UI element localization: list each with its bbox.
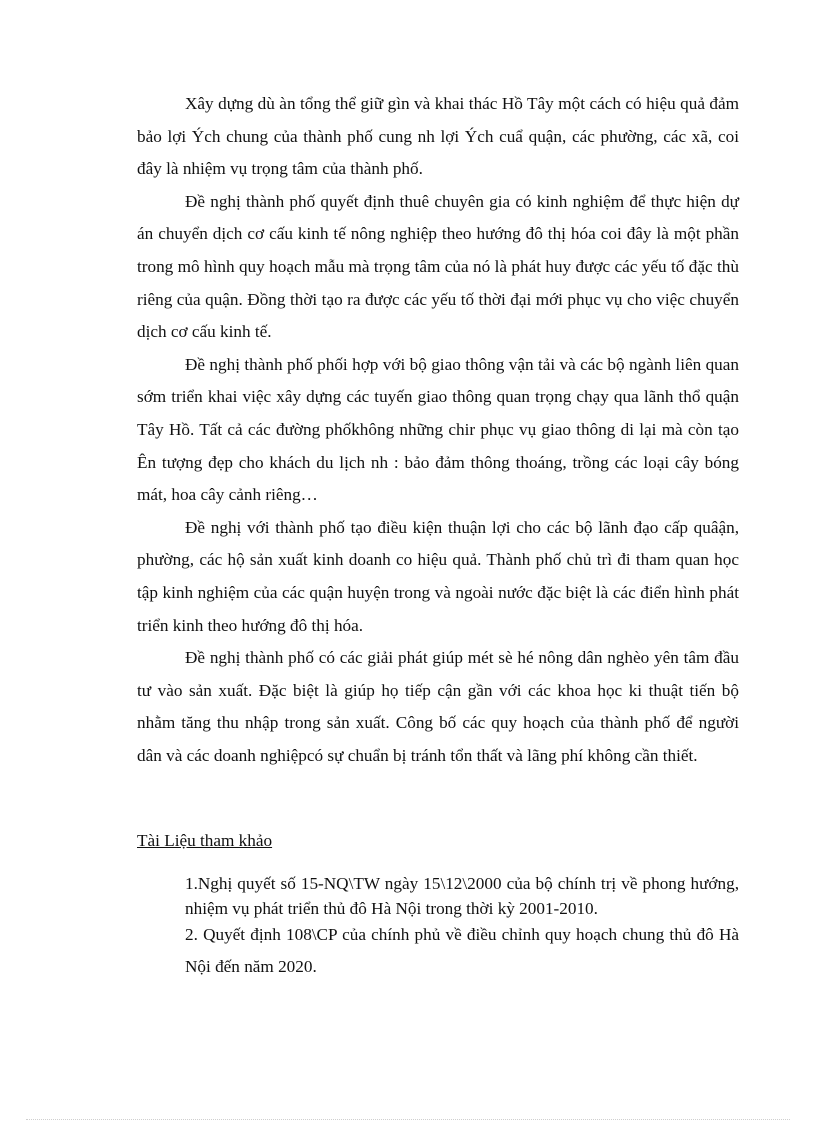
paragraph: Đề nghị thành phố có các giải phát giúp mét sè hé nông dân nghèo yên tâm đầu tư vào sản xuất. Đặc biệt là giúp họ tiếp cận gần với các khoa học ki thuật tiến bộ nhằm tăng thu nhập trong sản xuất. Công bố các quy hoạch của thành phố để người dân và các doanh nghiệpcó sự chuẩn bị tránh tổn thất và lãng phí không cần thiết. xyxy=(137,648,739,765)
paragraph: Đề nghị thành phố quyết định thuê chuyên gia có kinh nghiệm để thực hiện dự án chuyển dịch cơ cấu kinh tế nông nghiệp theo hướng đô thị hóa coi đây là một phần trong mô hình quy hoạch mẫu mà trọng tâm của nó là phát huy được các yếu tố đặc thù riêng của quận. Đồng thời tạo ra được các yếu tố thời đại mới phục vụ cho việc chuyển dịch cơ cấu kinh tế. xyxy=(137,191,739,342)
references-heading: Tài Liệu tham khảo xyxy=(137,831,273,850)
body-text xyxy=(137,88,739,772)
paragraph: Đề nghị với thành phố tạo điều kiện thuận lợi cho các bộ lãnh đạo cấp quâận, phường, các hộ sản xuất kinh doanh co hiệu quả. Thành phố chủ trì đi tham quan học tập kinh nghiệm của các quận huyện trong và ngoài nước đặc biệt là các điển hình phát triển kinh theo hướng đô thị hóa. xyxy=(137,517,739,635)
page-bottom-rule xyxy=(26,1119,790,1120)
paragraph: Xây dựng dù àn tổng thể giữ gìn và khai thác Hồ Tây một cách có hiệu quả đảm bảo lợi Ých chung của thành phố cung nh lợi Ých cuẩ quận, các phường, các xã, coi đây là nhiệm vụ trọng tâm của thành phố. xyxy=(137,94,739,179)
paragraph: Đề nghị thành phố phối hợp với bộ giao thông vận tải và các bộ ngành liên quan sớm triển khai việc xây dựng các tuyến giao thông quan trọng chạy qua lãnh thổ quận Tây Hồ. Tất cả các đường phốkhông những chir phục vụ giao thông di lại mà còn tạo Ên tượng đẹp cho khách du lịch nh : bảo đảm thông thoáng, trồng các loại cây bóng mát, hoa cây cảnh riêng… xyxy=(137,354,739,505)
reference-item: 1.Nghị quyết số 15-NQ\TW ngày 15\12\2000 của bộ chính trị về phong hướng, nhiệm vụ phát triển thủ đô Hà Nội trong thời kỳ 2001-2010. xyxy=(185,874,739,918)
reference-item: 2. Quyết định 108\CP của chính phủ về điều chỉnh quy hoạch chung thủ đô Hà Nội đến năm 2020. xyxy=(185,925,739,976)
references-list xyxy=(185,871,739,983)
